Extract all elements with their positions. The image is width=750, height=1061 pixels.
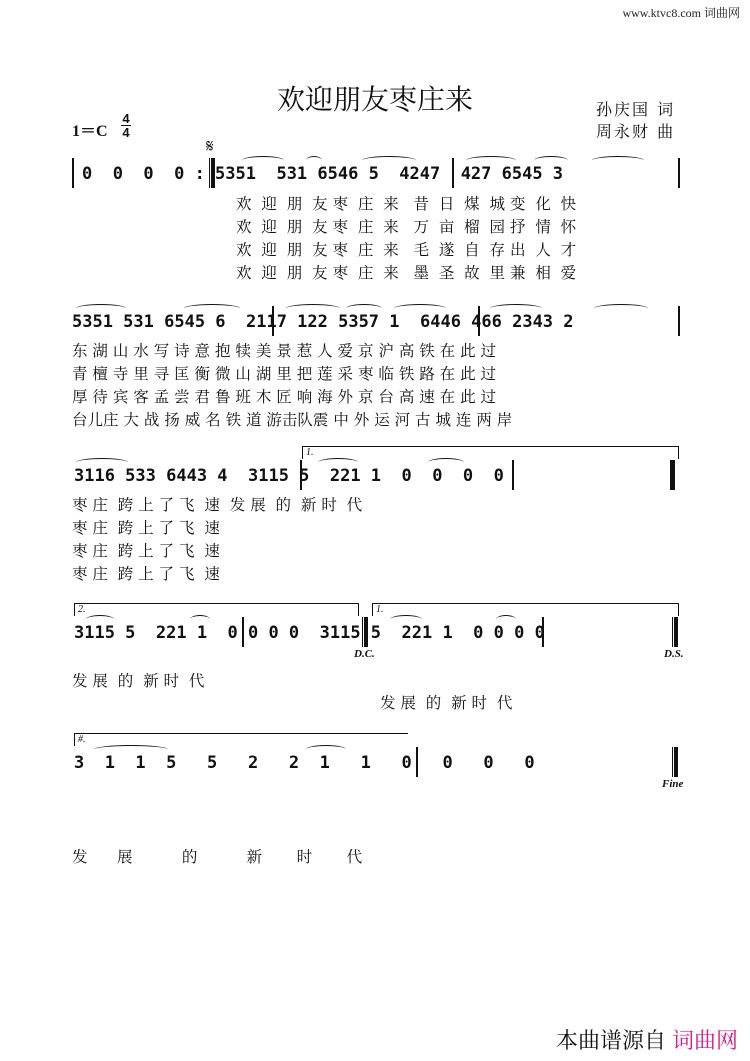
lyric-row-2-verse-3: 厚 待 宾 客 孟 尝 君 鲁 班 木 匠 响 海 外 京 台 高 速 在 此 过 <box>72 388 497 406</box>
song-title: 欢迎朋友枣庄来 <box>276 83 473 116</box>
lyric-row-3-verse-4: 枣 庄 跨 上 了 飞 速 <box>72 565 220 583</box>
volta-bracket-3: #. <box>74 733 408 746</box>
lyric-row-1-verse-2: 欢 迎 朋 友 枣 庄 来 万 亩 榴 园 抒 情 怀 <box>236 218 577 236</box>
staff-row-5 <box>72 734 684 790</box>
barline <box>72 158 74 188</box>
notation-row-1: 0 0 0 0 : 5351 531 6546 5 4247 427 6545 3 <box>82 164 564 184</box>
key-signature: 1＝C <box>72 123 108 140</box>
segno-sign: 𝄋 <box>206 136 214 157</box>
dc-mark: D.C. <box>354 648 375 660</box>
lyric-row-2-verse-4: 台儿庄 大 战 扬 威 名 铁 道 游击队震 中 外 运 河 古 城 连 两 岸 <box>72 411 513 429</box>
lyricist-credit: 孙庆国 词 <box>596 100 676 119</box>
footer-attribution <box>556 1024 738 1055</box>
ds-mark: D.S. <box>664 648 684 660</box>
lyric-row-2-verse-1: 东 湖 山 水 写 诗 意 抱 犊 美 景 惹 人 爱 京 沪 高 铁 在 此 过 <box>72 342 497 360</box>
composer-credit: 周永财 曲 <box>596 122 676 141</box>
meter-bottom: 4 <box>122 125 130 140</box>
site-watermark: www.ktvc8.com 词曲网 <box>622 6 740 20</box>
volta-bracket-1: 1. <box>302 446 679 459</box>
lyric-row-2-verse-2: 青 檀 寺 里 寻 匡 衡 微 山 湖 里 把 莲 采 枣 临 铁 路 在 此 过 <box>72 365 497 383</box>
staff-row-3 <box>72 447 680 492</box>
lyric-row-1-verse-4: 欢 迎 朋 友 枣 庄 来 墨 圣 故 里 兼 相 爱 <box>236 264 577 282</box>
lyric-row-1-verse-1: 欢 迎 朋 友 枣 庄 来 昔 日 煤 城 变 化 快 <box>236 195 577 213</box>
footer-source-text: 本曲谱源自 <box>555 1029 666 1054</box>
volta-bracket-1b: 1. <box>372 603 679 616</box>
lyric-row-3-verse-1: 枣 庄 跨 上 了 飞 速 发 展 的 新 时 代 <box>72 496 363 514</box>
notation-row-2: 5351 531 6545 6 2117 122 5357 1 6446 466 2343 2 <box>72 312 574 332</box>
staff-row-1 <box>72 158 680 190</box>
notation-row-4: 3115 5 221 1 0 0 0 0 3115 5 221 1 0 0 0 0 <box>74 623 545 643</box>
notation-row-3: 3116 533 6443 4 3115 5 221 1 0 0 0 0 <box>74 466 504 486</box>
meter-top: 4 <box>122 111 130 126</box>
footer-brand-link[interactable]: 词曲网 <box>671 1029 738 1054</box>
fine-mark: Fine <box>662 778 684 790</box>
staff-row-4 <box>72 604 684 660</box>
lyric-row-3-verse-3: 枣 庄 跨 上 了 飞 速 <box>72 542 220 560</box>
lyric-row-1-verse-3: 欢 迎 朋 友 枣 庄 来 毛 遂 自 存 出 人 才 <box>236 241 577 259</box>
lyric-row-4-line-1: 发 展 的 新 时 代 <box>72 672 205 690</box>
notation-row-5: 3 1 1 5 5 2 2 1 1 0 0 0 0 <box>74 753 535 773</box>
lyric-row-3-verse-2: 枣 庄 跨 上 了 飞 速 <box>72 519 220 537</box>
time-signature <box>121 112 131 139</box>
lyric-row-4-line-2: 发 展 的 新 时 代 <box>380 694 513 712</box>
staff-row-2 <box>72 306 680 338</box>
volta-bracket-2: 2. <box>74 603 359 616</box>
lyric-row-5-line-1: 发 展 的 新 时 代 <box>72 848 363 866</box>
